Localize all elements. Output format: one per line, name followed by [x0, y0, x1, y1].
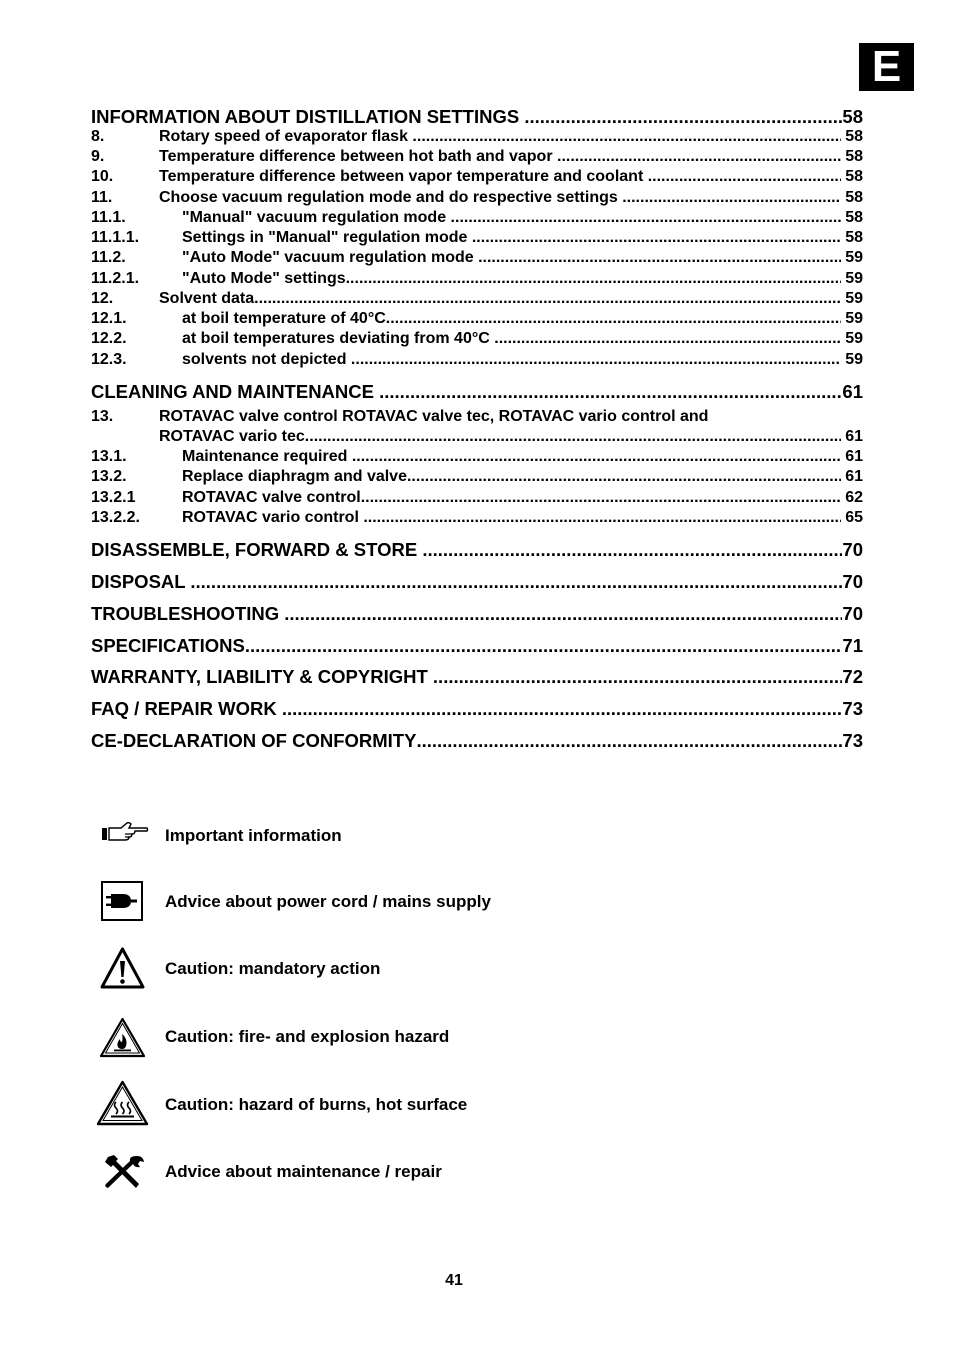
toc-entry-row[interactable] — [91, 351, 863, 370]
toc-chapter-row[interactable] — [91, 539, 863, 561]
toc-entry-number: 8. — [91, 128, 105, 145]
toc-page-number: 59 — [840, 290, 863, 307]
toc-leader-dots — [352, 448, 841, 466]
legend-label: Caution: fire- and explosion hazard — [165, 1027, 450, 1046]
toc-entry-title: Rotary speed of evaporator flask — [159, 128, 413, 145]
toc-entry-row[interactable] — [91, 148, 863, 167]
toc-leader-dots — [412, 128, 840, 146]
toc-entry-title: Temperature difference between vapor temperature and coolant — [159, 168, 648, 185]
toc-leader-dots — [282, 698, 843, 720]
toc-entry-title: "Manual" vacuum regulation mode — [182, 209, 451, 226]
toc-chapter-title: DISPOSAL — [91, 571, 191, 592]
toc-entry-row[interactable] — [91, 428, 863, 447]
toc-leader-dots — [524, 106, 842, 128]
legend-label: Caution: mandatory action — [165, 959, 381, 978]
toc-leader-dots — [351, 351, 841, 369]
toc-page-number: 59 — [840, 270, 863, 287]
toc-entry-title: solvents not depicted — [182, 351, 351, 368]
toc-chapter-title: FAQ / REPAIR WORK — [91, 698, 282, 719]
toc-leader-dots — [472, 229, 841, 247]
toc-entry-title: ROTAVAC vario control — [182, 509, 364, 526]
toc-entry-number: 11.2. — [91, 249, 126, 266]
toc-chapter-row[interactable] — [91, 666, 863, 688]
toc-entry-title: Choose vacuum regulation mode and do respective settings — [159, 189, 623, 206]
toc-entry-title: at boil temperatures deviating from 40°C — [182, 330, 495, 347]
toc-page-number: 59 — [840, 351, 863, 368]
toc-chapter-row[interactable] — [91, 635, 863, 657]
toc-leader-dots — [407, 468, 841, 486]
toc-entry-number: 13.2.2. — [91, 509, 140, 526]
toc-page-number: 73 — [842, 730, 863, 751]
toc-leader-dots — [245, 635, 843, 657]
toc-chapter-row[interactable] — [91, 571, 863, 593]
toc-entry-number: 9. — [91, 148, 105, 165]
toc-entry-row[interactable] — [91, 468, 863, 487]
toc-leader-dots — [346, 270, 841, 288]
toc-entry-title: Temperature difference between hot bath and vapor — [159, 148, 557, 165]
toc-chapter-title: WARRANTY, LIABILITY & COPYRIGHT — [91, 666, 433, 687]
toc-chapter-title: DISASSEMBLE, FORWARD & STORE — [91, 539, 423, 560]
warning-exclamation-icon — [100, 947, 145, 989]
toc-entry-number: 13. — [91, 408, 114, 425]
toc-chapter-row[interactable] — [91, 106, 863, 128]
toc-leader-dots — [365, 489, 841, 507]
toc-page-number: 71 — [842, 635, 863, 656]
toc-entry-row[interactable] — [91, 209, 863, 228]
toc-entry-title: ROTAVAC valve control. — [182, 489, 366, 506]
toc-entry-row[interactable] — [91, 168, 863, 187]
toc-entry-row[interactable] — [91, 290, 863, 309]
toc-entry-number: 12.2. — [91, 330, 127, 347]
toc-entry-title: Replace diaphragm and valve — [182, 468, 407, 485]
toc-entry-number: 11.2.1. — [91, 270, 140, 287]
toc-page-number: 58 — [842, 106, 863, 127]
toc-entry-title: Solvent data — [159, 290, 255, 307]
toc-entry-row[interactable] — [91, 229, 863, 248]
toc-page-number: 70 — [842, 539, 863, 560]
toc-leader-dots — [451, 209, 841, 227]
toc-entry-number: 12.3. — [91, 351, 127, 368]
toc-entry-row[interactable] — [91, 330, 863, 349]
toc-entry-number: 10. — [91, 168, 114, 185]
toc-entry-title: "Auto Mode" vacuum regulation mode — [182, 249, 479, 266]
toc-entry-row[interactable] — [91, 270, 863, 289]
toc-chapter-title: CLEANING AND MAINTENANCE — [91, 381, 380, 402]
page-number: 41 — [445, 1272, 463, 1289]
toc-entry-row[interactable] — [91, 310, 863, 329]
toc-entry-row[interactable] — [91, 128, 863, 147]
toc-leader-dots — [284, 603, 842, 625]
toc-leader-dots — [557, 148, 841, 166]
toc-leader-dots — [254, 290, 841, 308]
toc-entry-number: 12.1. — [91, 310, 127, 327]
toc-page-number: 59 — [840, 330, 863, 347]
toc-page-number: 58 — [840, 229, 863, 246]
toc-leader-dots — [379, 381, 842, 403]
toc-entry-number: 11.1. — [91, 209, 126, 226]
toc-page-number: 59 — [840, 249, 863, 266]
legend-label: Advice about maintenance / repair — [165, 1162, 442, 1181]
toc-entry-number: 11. — [91, 189, 113, 206]
toc-page-number: 70 — [842, 603, 863, 624]
toc-entry-row[interactable] — [91, 408, 863, 427]
toc-entry-number: 11.1.1. — [91, 229, 140, 246]
toc-leader-dots — [622, 189, 841, 207]
toc-entry-title: Maintenance required — [182, 448, 352, 465]
toc-page-number: 61 — [840, 468, 863, 485]
toc-page-number: 70 — [842, 571, 863, 592]
toc-leader-dots — [416, 730, 842, 752]
toc-chapter-row[interactable] — [91, 381, 863, 403]
toc-leader-dots — [363, 509, 840, 527]
toc-chapter-title: INFORMATION ABOUT DISTILLATION SETTINGS — [91, 106, 525, 127]
toc-entry-number: 12. — [91, 290, 114, 307]
legend-label: Important information — [165, 826, 342, 845]
toc-entry-title: at boil temperature of 40°C — [182, 310, 386, 327]
toc-chapter-title: SPECIFICATIONS — [91, 635, 245, 656]
hot-surface-icon — [96, 1080, 149, 1126]
toc-entry-row[interactable] — [91, 448, 863, 467]
toc-page-number: 61 — [840, 448, 863, 465]
toc-entry-row[interactable] — [91, 189, 863, 208]
toc-page-number: 59 — [840, 310, 863, 327]
toc-page-number: 58 — [840, 209, 863, 226]
language-badge: E — [859, 43, 914, 91]
toc-leader-dots — [478, 249, 841, 267]
toc-page-number: 73 — [842, 698, 863, 719]
toc-entry-number: 13.2.1 — [91, 489, 136, 506]
toc-chapter-row[interactable] — [91, 730, 863, 752]
toc-entry-title: "Auto Mode" settings — [182, 270, 346, 287]
toc-leader-dots — [648, 168, 841, 186]
toc-leader-dots — [386, 310, 841, 328]
toc-leader-dots — [309, 428, 841, 446]
toc-leader-dots — [494, 330, 841, 348]
toc-page-number: 61 — [842, 381, 863, 402]
toc-entry-title: ROTAVAC valve control ROTAVAC valve tec, ROTAVAC vario control and — [159, 408, 709, 425]
toc-chapter-row[interactable] — [91, 698, 863, 720]
toc-page-number: 58 — [840, 148, 863, 165]
toc-leader-dots — [190, 571, 842, 593]
toc-page-number: 61 — [840, 428, 863, 445]
toc-leader-dots — [422, 539, 842, 561]
toc-page-number: 58 — [840, 168, 863, 185]
toc-page-number: 72 — [842, 666, 863, 687]
pointing-hand-icon — [101, 822, 149, 846]
legend-label: Caution: hazard of burns, hot surface — [165, 1095, 468, 1114]
toc-entry-row[interactable] — [91, 489, 863, 508]
toc-entry-number: 13.1. — [91, 448, 127, 465]
toc-entry-title: Settings in "Manual" regulation mode — [182, 229, 472, 246]
toc-page-number: 58 — [840, 189, 863, 206]
power-plug-icon — [101, 881, 143, 921]
toc-entry-title: ROTAVAC vario tec. — [159, 428, 310, 445]
toc-page-number: 62 — [840, 489, 863, 506]
toc-page-number: 65 — [840, 509, 863, 526]
legend-label: Advice about power cord / mains supply — [165, 892, 491, 911]
fire-hazard-icon — [99, 1017, 146, 1058]
toc-chapter-title: TROUBLESHOOTING — [91, 603, 285, 624]
toc-chapter-row[interactable] — [91, 603, 863, 625]
toc-entry-row[interactable] — [91, 509, 863, 528]
tools-icon — [102, 1153, 145, 1191]
toc-entry-number: 13.2. — [91, 468, 127, 485]
toc-leader-dots — [433, 666, 843, 688]
toc-chapter-title: CE-DECLARATION OF CONFORMITY — [91, 730, 417, 751]
toc-page-number: 58 — [840, 128, 863, 145]
toc-entry-row[interactable] — [91, 249, 863, 268]
